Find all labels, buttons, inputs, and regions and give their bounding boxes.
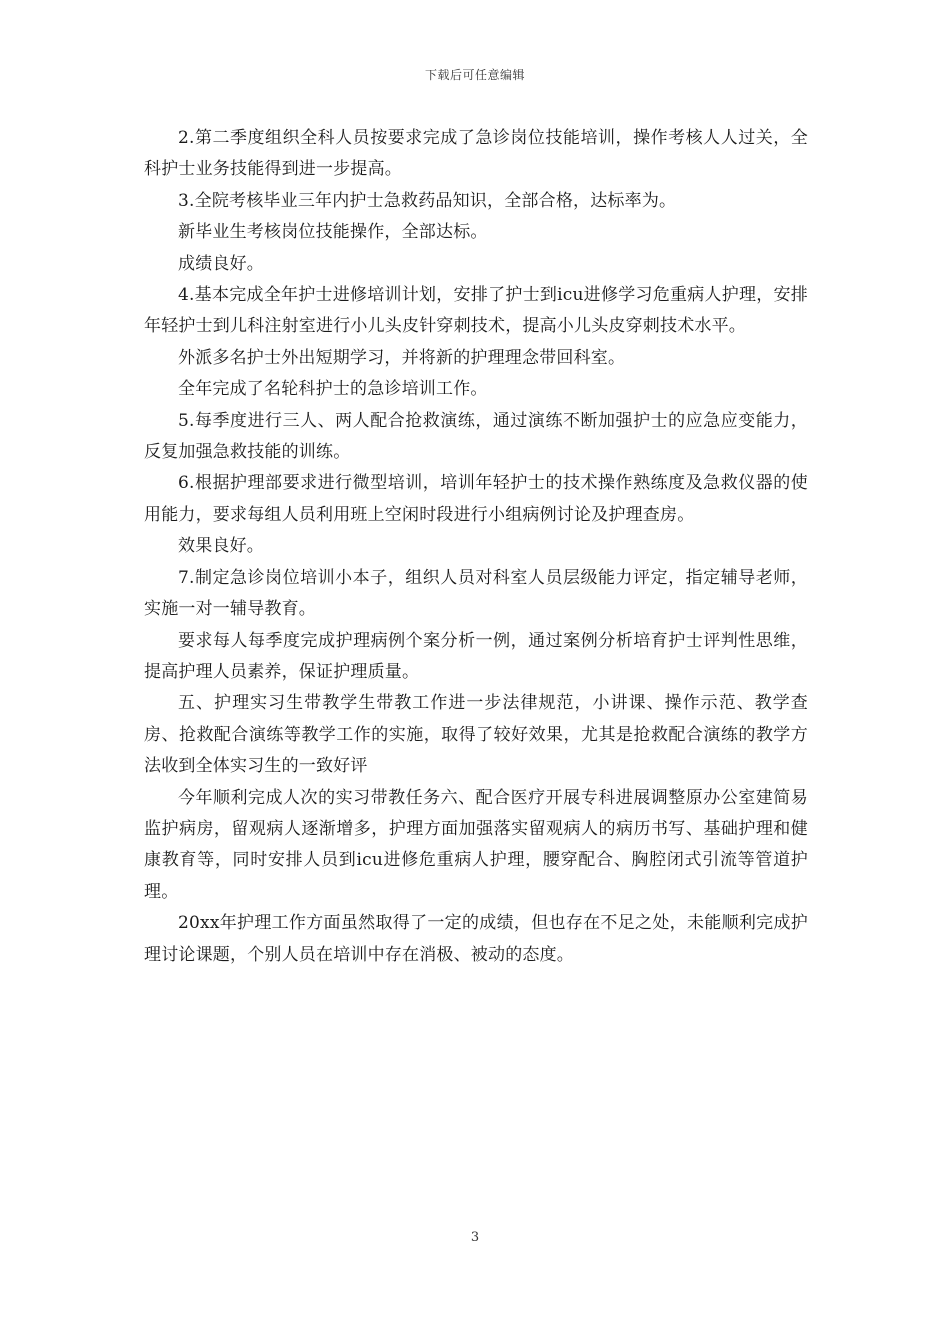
page-number: 3 (470, 1230, 480, 1245)
page-header: 下载后可任意编辑 (424, 68, 525, 82)
paragraph: 效果良好。 (178, 536, 264, 557)
paragraph: 要求每人每季度完成护理病例个案分析一例，通过案例分析培育护士评判性思维，提高护理人员素养，保证护理质量。 (144, 630, 808, 682)
paragraph: 4.基本完成全年护士进修培训计划，安排了护士到icu进修学习危重病人护理，安排年轻护士到儿科注射室进行小儿头皮针穿刺技术，提高小儿头皮穿刺技术水平。 (144, 285, 808, 337)
paragraph: 3.全院考核毕业三年内护士急救药品知识，全部合格，达标率为。 (178, 190, 677, 211)
paragraph: 7.制定急诊岗位培训小本子，组织人员对科室人员层级能力评定，指定辅导老师，实施一对一辅导教育。 (144, 567, 808, 620)
paragraph: 6.根据护理部要求进行微型培训，培训年轻护士的技术操作熟练度及急救仪器的使用能力，要求每组人员利用班上空闲时段进行小组病例讨论及护理查房。 (144, 473, 808, 525)
document-body (144, 123, 808, 971)
paragraph: 新毕业生考核岗位技能操作，全部达标。 (178, 222, 488, 243)
paragraph: 2.第二季度组织全科人员按要求完成了急诊岗位技能培训，操作考核人人过关，全科护士业务技能得到进一步提高。 (144, 128, 808, 180)
paragraph: 五、护理实习生带教学生带教工作进一步法律规范，小讲课、操作示范、教学查房、抢救配合演练等教学工作的实施，取得了较好效果，尤其是抢救配合演练的教学方法收到全体实习生的一致好评 (144, 693, 808, 777)
paragraph: 全年完成了名轮科护士的急诊培训工作。 (178, 379, 488, 400)
paragraph: 外派多名护士外出短期学习，并将新的护理理念带回科室。 (178, 347, 626, 368)
paragraph: 今年顺利完成人次的实习带教任务六、配合医疗开展专科进展调整原办公室建简易监护病房，留观病人逐渐增多，护理方面加强落实留观病人的病历书写、基础护理和健康教育等，同时安排人员到icu进修危重病人护理，腰穿配合、胸腔闭式引流等管道护理。 (144, 787, 808, 902)
paragraph: 成绩良好。 (178, 253, 264, 274)
paragraph: 5.每季度进行三人、两人配合抢救演练，通过演练不断加强护士的应急应变能力，反复加强急救技能的训练。 (144, 410, 808, 463)
paragraph: 20xx年护理工作方面虽然取得了一定的成绩，但也存在不足之处，未能顺利完成护理讨论课题，个别人员在培训中存在消极、被动的态度。 (144, 913, 808, 965)
